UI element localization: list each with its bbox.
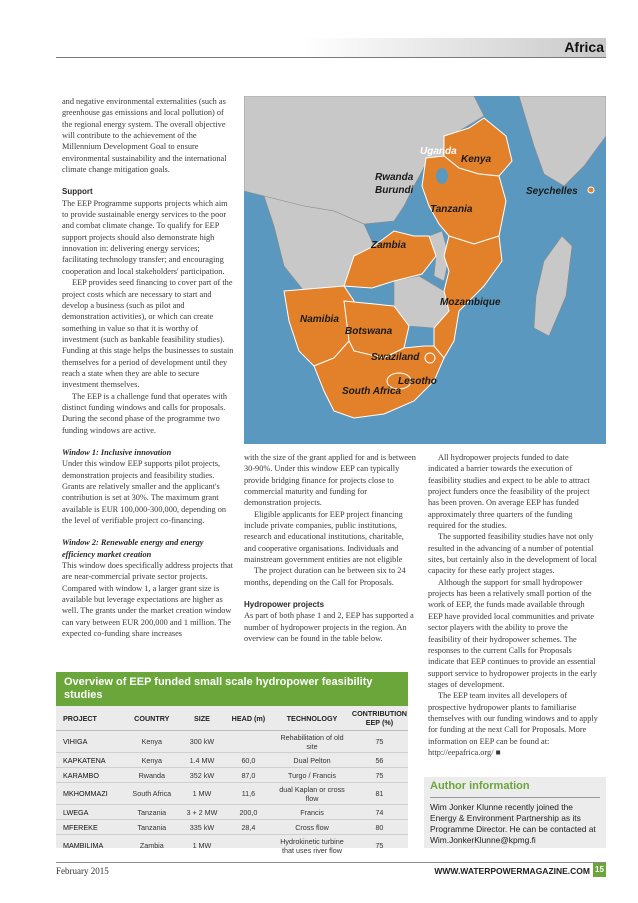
col3-paragraph-1: All hydropower projects funded to date indicated a barrier towards the execution of feasibility studies and expect to be able to attract project funders once the feasibility of the project has been proven. On average EEP has funded approximately three quarters of the funding required for the studies. (428, 453, 590, 531)
cell-project: VIHIGA (56, 731, 123, 753)
map-label-burundi: Burundi (375, 185, 414, 196)
author-info-divider (430, 797, 600, 798)
table-header-size: SIZE (180, 706, 224, 731)
cell-country: Tanzania (123, 805, 180, 820)
cell-contribution: 75 (351, 731, 408, 753)
map-label-swaziland: Swaziland (371, 352, 420, 363)
cell-contribution: 75 (375, 841, 384, 851)
table-header-head: HEAD (m) (224, 706, 273, 731)
intro-paragraph: and negative environmental externalities (such as greenhouse gas emissions and local pollution) of the regional energy system. The overall objective will contribute to the achievement of the Millennium Development Goal to ensure environmental sustainability and the international climate change mitigation goals. (62, 97, 227, 175)
cell-project: LWEGA (56, 805, 123, 820)
cell-size: 1.4 MW (180, 753, 224, 768)
window-2-paragraph: This window does specifically address projects that are near-commercial private sector projects. Compared with window 1, a larger grant size is available but leverage expectations are higher as well. The grants under the market creation window can vary between EUR 200,000 and 1 million. The expected co-funding share increases (62, 561, 233, 639)
cell-contribution: 74 (351, 805, 408, 820)
cell-technology: dual Kaplan or cross flow (273, 783, 351, 805)
map-label-zambia: Zambia (371, 240, 407, 251)
author-info-box (424, 777, 606, 848)
author-info-text: Wim Jonker Klunne recently joined the Energy & Environment Partnership as its Programme Director. He can be contacted at Wim.JonkerKlunne@kpmg.fi (430, 802, 596, 845)
cell-project: MFEREKE (56, 820, 123, 835)
col2-paragraph-1: with the size of the grant applied for and is between 30-90%. Under this window EEP can typically provide bridging finance for projects close to commercial maturity and funding for demonstration projects. (244, 453, 416, 508)
cell-head: 200,0 (224, 805, 273, 820)
window-1-paragraph: Under this window EEP supports pilot projects, demonstration projects and feasibility studies. Grants are relatively smaller and the applicant's contribution is set at 30%. The maximum grant available is EUR 100,000-300,000, depending on the level of verifiable project co-financing. (62, 459, 227, 526)
map-region-swaziland (425, 353, 435, 363)
cell-project: MAMBILIMA (63, 841, 104, 851)
cell-head (224, 835, 273, 857)
cell-project: KARAMBO (56, 768, 123, 783)
table-title: Overview of EEP funded small scale hydropower feasibility studies (56, 672, 408, 706)
southern-africa-map (244, 96, 606, 444)
cell-head: 60,0 (224, 753, 273, 768)
cell-head: 87,0 (224, 768, 273, 783)
hydropower-paragraph: As part of both phase 1 and 2, EEP has supported a number of hydropower projects in the region. An overview can be found in the table below. (244, 611, 414, 644)
map-seychelles-dot (588, 187, 594, 193)
table-row (56, 835, 408, 857)
hydropower-table (56, 706, 408, 857)
support-paragraph-1: The EEP Programme supports projects which aim to provide sustainable energy services to the poor and combat climate change. To qualify for EEP support projects should also demonstrate high innovation in: delivering energy services; facilitating technology transfer; and encouraging cooperation and local stakeholders' participation. (62, 198, 228, 276)
cell-country: Kenya (123, 753, 180, 768)
cell-contribution: 81 (351, 783, 408, 805)
table-row (56, 753, 408, 768)
cell-contribution: 75 (351, 768, 408, 783)
col3-paragraph-4-text: The EEP team invites all developers of prospective hydropower plants to familiarise themselves with our funding windows and to apply for funding at the next Call for Proposals. More information on EEP can be found at: http://eepafrica.org/ (428, 691, 598, 757)
table-row (56, 805, 408, 820)
table-header-project: PROJECT (56, 706, 123, 731)
cell-size: 3 + 2 MW (180, 805, 224, 820)
cell-technology: Turgo / Francis (273, 768, 351, 783)
cell-size: 1 MW (180, 783, 224, 805)
col2-paragraph-3: The project duration can be between six to 24 months, depending on the Call for Proposals. (244, 566, 406, 587)
page-number: 15 (593, 863, 606, 877)
table-header-country: COUNTRY (123, 706, 180, 731)
map-label-namibia: Namibia (300, 314, 339, 325)
table-row (56, 820, 408, 835)
cell-technology: Rehabilitation of old site (273, 731, 351, 753)
column-2 (244, 452, 416, 645)
cell-size: 335 kW (180, 820, 224, 835)
table-header-contribution: CONTRIBUTION EEP (%) (351, 706, 408, 731)
hydropower-table-box (56, 672, 408, 855)
column-3 (428, 452, 600, 758)
footer-rule (56, 862, 606, 863)
window-2-heading: Window 2: Renewable energy and energy efficiency market creation (62, 538, 204, 559)
map-label-south-africa: South Africa (342, 386, 402, 397)
col3-paragraph-3: Although the support for small hydropower projects has been a relatively small portion of the work of EEP, the funds made available through EEP have provided local communities and private sector players with the ability to prove the feasibility of their hydropower schemes. The responses to the current Calls for Proposals indicate that EEP continues to provide an essential support service to hydropower projects in the early stages of development. (428, 577, 597, 689)
cell-technology: Francis (273, 805, 351, 820)
cell-project: KAPKATENA (56, 753, 123, 768)
table-header-technology: TECHNOLOGY (273, 706, 351, 731)
cell-size: 300 kW (180, 731, 224, 753)
map-label-botswana: Botswana (345, 326, 393, 337)
table-header-row (56, 706, 408, 731)
header-rule (56, 57, 606, 58)
col3-paragraph-4 (428, 690, 600, 758)
support-paragraph-2: EEP provides seed financing to cover part of the project costs which are necessary to start and develop a business (such as pilot and demonstration activities), or which can create something in value so that it is worthy of investment (such as bankable feasibility studies). Funding at this stage helps the businesses to sustain themselves for a period of development until they reach a state when they are able to secure investment themselves. (62, 278, 234, 390)
cell-country: Rwanda (123, 768, 180, 783)
cell-head: 28,4 (224, 820, 273, 835)
map-label-lesotho: Lesotho (398, 376, 437, 387)
footer-website: WWW.WATERPOWERMAGAZINE.COM (434, 866, 590, 876)
cell-country: Tanzania (123, 820, 180, 835)
author-info-title: Author information (430, 780, 530, 792)
cell-head (224, 731, 273, 753)
cell-contribution: 80 (351, 820, 408, 835)
column-1 (62, 96, 234, 639)
cell-contribution: 56 (351, 753, 408, 768)
cell-head: 11,6 (224, 783, 273, 805)
map-label-mozambique: Mozambique (440, 297, 501, 308)
table-row (56, 783, 408, 805)
cell-technology: Hydrokinetic turbine that uses river flow (280, 836, 344, 855)
footer-date: February 2015 (56, 866, 109, 876)
table-row (56, 731, 408, 753)
cell-size: 1 MW (192, 841, 212, 851)
window-1-heading: Window 1: Inclusive innovation (62, 447, 172, 457)
end-mark: ■ (495, 747, 501, 757)
table-row (56, 768, 408, 783)
cell-country: Kenya (123, 731, 180, 753)
map-label-kenya: Kenya (461, 154, 492, 165)
cell-project: MKHOMMAZI (56, 783, 123, 805)
hydropower-heading: Hydropower projects (244, 600, 325, 610)
cell-country: South Africa (123, 783, 180, 805)
map-lake-victoria (436, 168, 448, 184)
map-label-uganda: Uganda (420, 146, 457, 157)
cell-technology: Dual Pelton (273, 753, 351, 768)
cell-country: Zambia (139, 841, 164, 851)
map-label-rwanda: Rwanda (375, 172, 414, 183)
support-heading: Support (62, 187, 93, 197)
cell-size: 352 kW (180, 768, 224, 783)
header-band (56, 38, 606, 57)
col3-paragraph-2: The supported feasibility studies have not only resulted in the advancing of a number of potential sites, but certainly also in the development of local capacity for these early project stages. (428, 532, 597, 576)
map-label-tanzania: Tanzania (430, 204, 473, 215)
map-label-seychelles: Seychelles (526, 186, 578, 197)
cell-technology: Cross flow (273, 820, 351, 835)
support-paragraph-3: The EEP is a challenge fund that operates with distinct funding windows and calls for proposals. During the second phase of the programme two funding windows are active. (62, 391, 227, 435)
col2-paragraph-2: Eligible applicants for EEP project financing include private companies, public institutions, research and educational institutions, charitable, and cooperative organisations. Individuals and mainstream government entities are not eligible (244, 509, 404, 565)
section-title: Africa (564, 39, 604, 55)
